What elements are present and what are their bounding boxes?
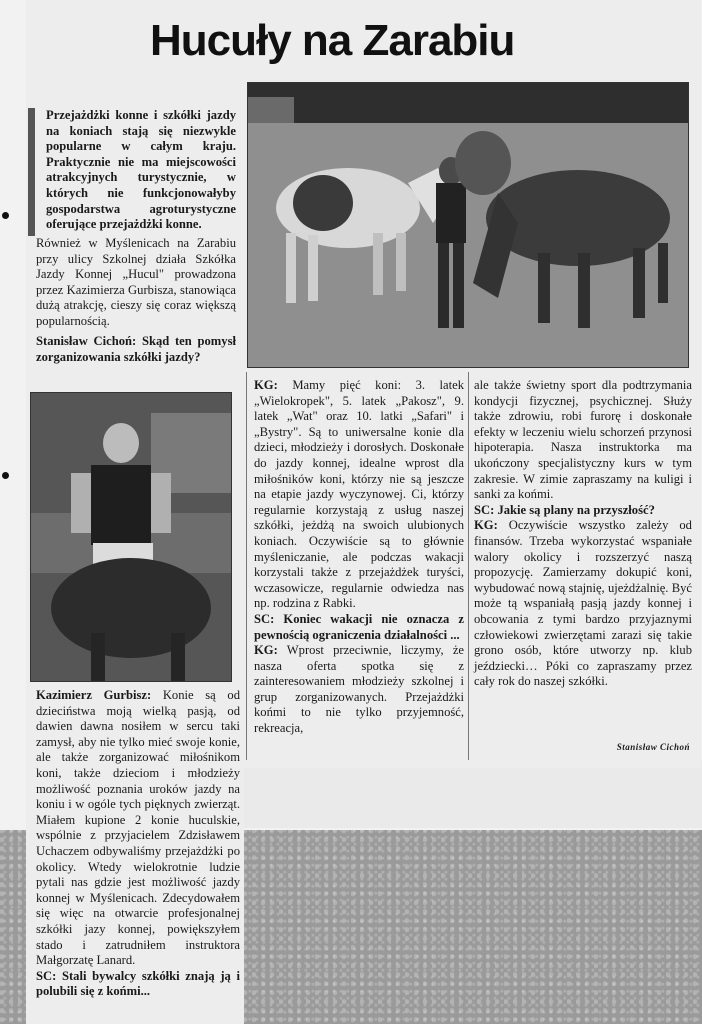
column-2 [254,378,464,737]
column-3 [474,378,692,690]
question-4: SC: Jakie są plany na przyszłość? [474,502,655,517]
speaker-label: KG: [254,643,278,658]
speaker-label: KG: [474,518,498,533]
punch-hole [2,472,9,479]
photo-man-on-horse-image [31,393,231,681]
answer-text: Oczywiście wszystko zależy od finansów. Trzeba wykorzystać wspaniałe walory okolicy i rozszerzyć naszą propozycję. Zamierzamy dokupić koni, wybudować nową stajnię, ujeżdżalnię. Być może tą wspaniałą pasją jazdy konnej i obcowania z tymi bardzo przyjaznymi człowiekowi zwierzętami zarazi się takie grono osób, które utworzy np. klub jeździecki… Póki co zapraszamy przez cały rok do naszej szkółki. [474,518,692,689]
answer-text: Konie są od dzieciństwa moją wielką pasją, od dawien dawna nosiłem w sercu taki zamysł, aby nie tylko mieć swoje konie, ale także zorganizować miłośnikom koni, także dzieciom i młodzieży możliwość poznania uroków jazdy na koniu i w ogóle tych pięknych zwierząt. Miałem kupione 2 konie huculskie, wspólnie z przyjacielem Zdzisławem Uchaczem odbywaliśmy przejażdżki po okolicy. Wtedy wielokrotnie ludzie pytali nas gdzie jest możliwość jazdy konnej w Myślenicach. Zdecydowałem się więc na otwarcie profesjonalnej szkółki jazy konnej, powiększyłem stado i zatrudniłem instruktora Małgorzatę Lanard. [36,688,240,968]
answer-text: Wprost przeciwnie, liczymy, że nasza oferta spotka się z zainteresowaniem młodzieży szkolnej i grup zorganizowanych. Przejażdżki końmi to nie tylko przyjemność, rekreacja, [254,643,465,736]
question-1: Stanisław Cichoń: Skąd ten pomysł zorganizowania szkółki jazdy? [36,334,236,364]
speaker-label: KG: [254,378,278,392]
question-3: SC: Koniec wakacji nie oznacza z pewnością ograniczenia działalności ... [254,611,464,642]
column-1 [36,688,240,1000]
photo-girl-with-horses-image [248,83,688,367]
column-rule [246,372,247,760]
article-lead: Przejażdżki konne i szkółki jazdy na koniach stają się niezwykle popularne w całym kraju. Praktycznie nie ma miejscowości atrakcyjnych turystycznie, w których nie funkcjonowałyby gospodarstwa agroturystyczne oferujące przejażdżki konne. [46,108,236,232]
photo-man-on-horse [30,392,232,682]
article-title: Hucuły na Zarabiu [150,16,515,65]
photo-girl-with-horses [247,82,689,368]
article-intro: Również w Myślenicach na Zarabiu przy ulicy Szkolnej działa Szkółka Jazdy Konnej „Hucul" prowadzona przez Kazimierza Gurbisza, stanowiąca dużą atrakcję, cieszy się coraz większą popularnością. [36,236,236,328]
answer-2 [254,378,464,612]
answer-3-continued: ale także świetny sport dla podtrzymania kondycji fizycznej, psychicznej. Służy także zdrowiu, robi furorę i doskonałe efekty w leczeniu wielu schorzeń przynosi hipoterapia. Nasza instruktorka ma ukończony specjalistyczny kurs w tym zakresie. W zimie zapraszamy na kuligi i sanki za końmi. [474,378,692,502]
answer-text: Mamy pięć koni: 3. latek „Wielokropek", 5. latek „Pakosz", 9. latek „Wat" oraz 10. latki „Safari" i „Bystry". Są to uniwersalne konie dla dzieci, młodzieży i dorosłych. Doskonałe do jazdy konnej, idealne wprost dla miłośników koni, którzy nie są jeszcze na etapie jazdy wyczynowej. Ci, którzy regularnie korzystają z usług naszej szkółki, jeżdżą na swoich ulubionych koniach. Oczywiście są to głównie myśleniczanie, ale podczas wakacji korzystali także z przejażdżek turyści, wczasowicze, regularnie odwiedza nas np. rodzina z Rabki. [254,378,464,611]
paper-sheet-edge [240,760,702,828]
answer-4 [474,518,692,690]
speaker-label: Kazimierz Gurbisz: [36,688,152,702]
lead-bar [28,108,35,236]
author-signature: Stanisław Cichoń [616,742,690,752]
punch-hole [2,212,9,219]
answer-1 [36,688,240,969]
answer-3 [254,643,464,737]
question-2: SC: Stali bywalcy szkółki znają ją i polubili się z końmi... [36,968,240,999]
column-rule [468,372,469,760]
